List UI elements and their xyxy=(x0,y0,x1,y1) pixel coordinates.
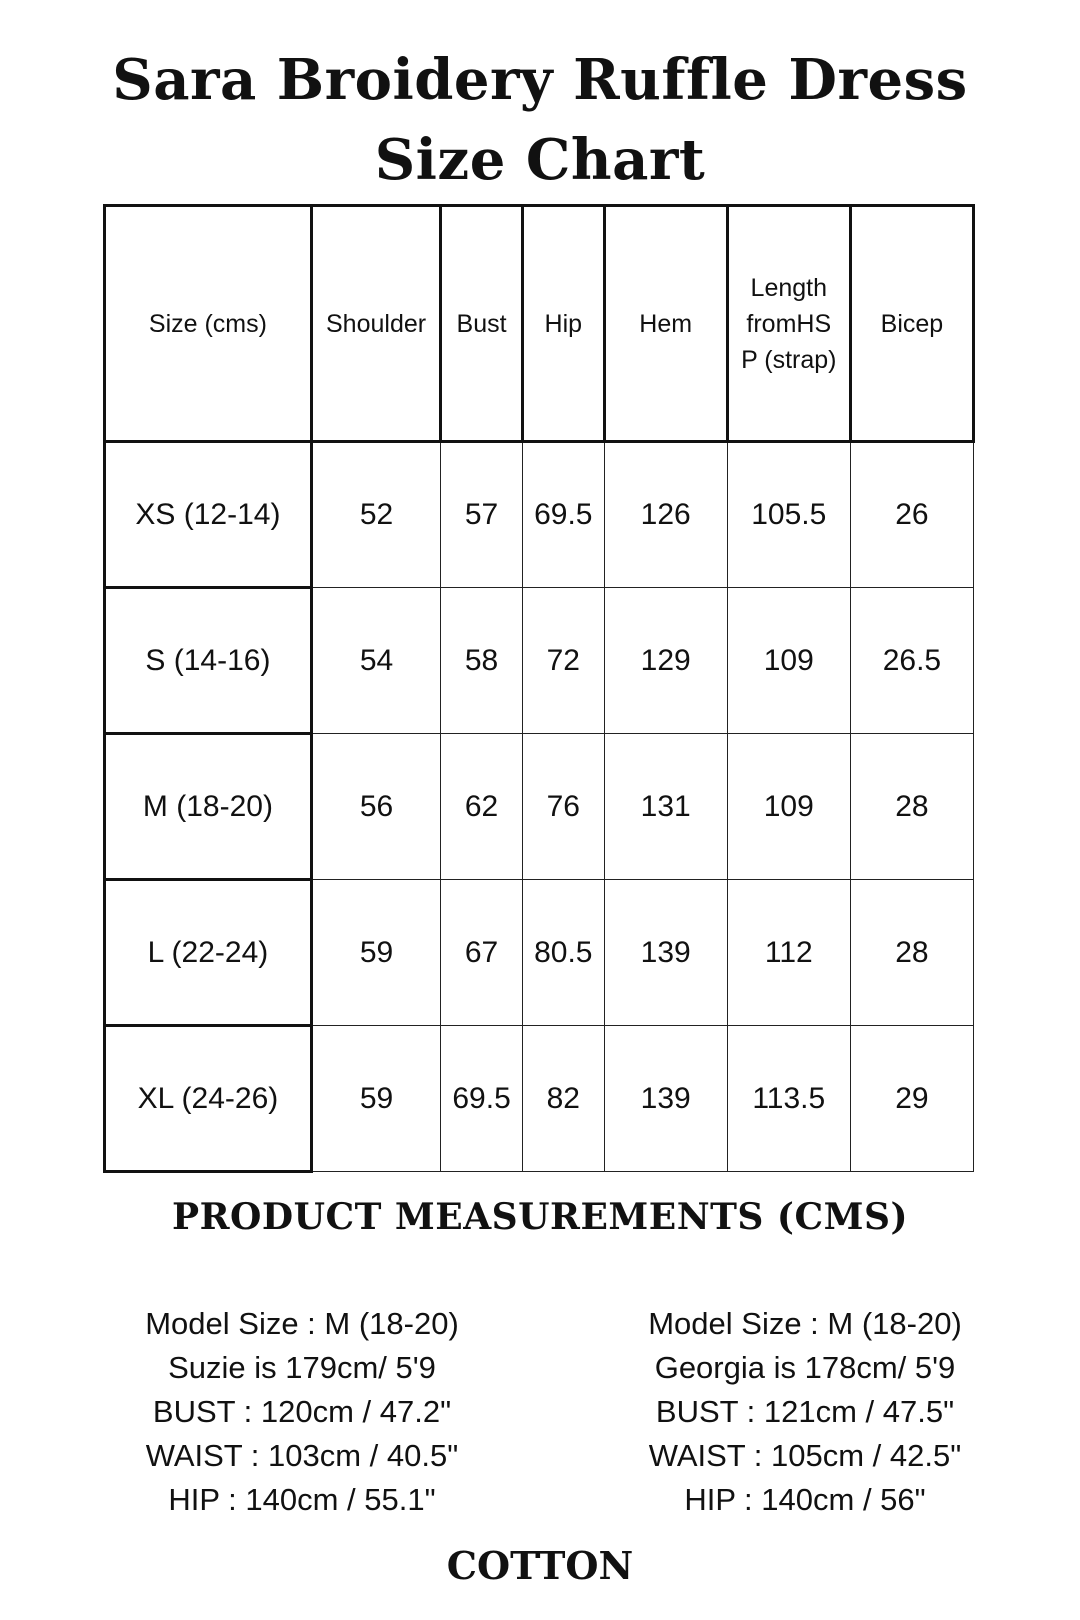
bicep-cell: 26.5 xyxy=(850,588,973,734)
hem-cell: 126 xyxy=(604,442,727,588)
size-cell: M (18-20) xyxy=(105,734,312,880)
column-header-hem: Hem xyxy=(604,206,727,442)
measurements-heading: PRODUCT MEASUREMENTS (CMS) xyxy=(172,1196,908,1238)
hip-cell: 82 xyxy=(522,1026,604,1172)
bicep-cell: 28 xyxy=(850,734,973,880)
hem-cell: 139 xyxy=(604,1026,727,1172)
bicep-cell: 26 xyxy=(850,442,973,588)
hem-cell: 139 xyxy=(604,880,727,1026)
length-cell: 109 xyxy=(727,588,850,734)
length-cell: 105.5 xyxy=(727,442,850,588)
shoulder-cell: 59 xyxy=(311,1026,440,1172)
column-header-bust: Bust xyxy=(441,206,523,442)
model-waist: WAIST : 103cm / 40.5" xyxy=(145,1438,459,1473)
hip-cell: 80.5 xyxy=(522,880,604,1026)
bust-cell: 69.5 xyxy=(441,1026,523,1172)
fabric-label: COTTON xyxy=(446,1543,634,1588)
table-row xyxy=(105,1026,974,1172)
model-hip: HIP : 140cm / 55.1" xyxy=(168,1482,436,1517)
length-cell: 113.5 xyxy=(727,1026,850,1172)
column-header-size: Size (cms) xyxy=(105,206,312,442)
table-row xyxy=(105,734,974,880)
table-row xyxy=(105,880,974,1026)
hem-cell: 129 xyxy=(604,588,727,734)
column-header-bicep: Bicep xyxy=(850,206,973,442)
model-info-right xyxy=(575,1302,1035,1522)
shoulder-cell: 56 xyxy=(311,734,440,880)
page-subtitle: Size Chart xyxy=(374,127,706,193)
model-height: Georgia is 178cm/ 5'9 xyxy=(654,1350,956,1385)
model-bust: BUST : 120cm / 47.2" xyxy=(152,1394,452,1429)
length-cell: 109 xyxy=(727,734,850,880)
size-cell: S (14-16) xyxy=(105,588,312,734)
bust-cell: 62 xyxy=(441,734,523,880)
bust-cell: 57 xyxy=(441,442,523,588)
bust-cell: 67 xyxy=(441,880,523,1026)
length-cell: 112 xyxy=(727,880,850,1026)
column-header-hip: Hip xyxy=(522,206,604,442)
size-chart-table xyxy=(103,204,975,1173)
hip-cell: 72 xyxy=(522,588,604,734)
model-size: Model Size : M (18-20) xyxy=(648,1306,962,1341)
shoulder-cell: 52 xyxy=(311,442,440,588)
model-waist: WAIST : 105cm / 42.5" xyxy=(648,1438,962,1473)
model-info-left xyxy=(72,1302,532,1522)
model-size: Model Size : M (18-20) xyxy=(145,1306,459,1341)
bicep-cell: 28 xyxy=(850,880,973,1026)
bicep-cell: 29 xyxy=(850,1026,973,1172)
shoulder-cell: 54 xyxy=(311,588,440,734)
table-header-row xyxy=(105,206,974,442)
size-cell: XL (24-26) xyxy=(105,1026,312,1172)
bust-cell: 58 xyxy=(441,588,523,734)
model-bust: BUST : 121cm / 47.5" xyxy=(655,1394,955,1429)
table-row xyxy=(105,588,974,734)
column-header-shoulder: Shoulder xyxy=(311,206,440,442)
hem-cell: 131 xyxy=(604,734,727,880)
hip-cell: 69.5 xyxy=(522,442,604,588)
size-cell: XS (12-14) xyxy=(105,442,312,588)
page-title: Sara Broidery Ruffle Dress xyxy=(112,47,968,113)
size-cell: L (22-24) xyxy=(105,880,312,1026)
table-row xyxy=(105,442,974,588)
column-header-length: Length fromHS P (strap) xyxy=(727,206,850,442)
model-height: Suzie is 179cm/ 5'9 xyxy=(168,1350,436,1385)
shoulder-cell: 59 xyxy=(311,880,440,1026)
model-hip: HIP : 140cm / 56" xyxy=(684,1482,926,1517)
hip-cell: 76 xyxy=(522,734,604,880)
